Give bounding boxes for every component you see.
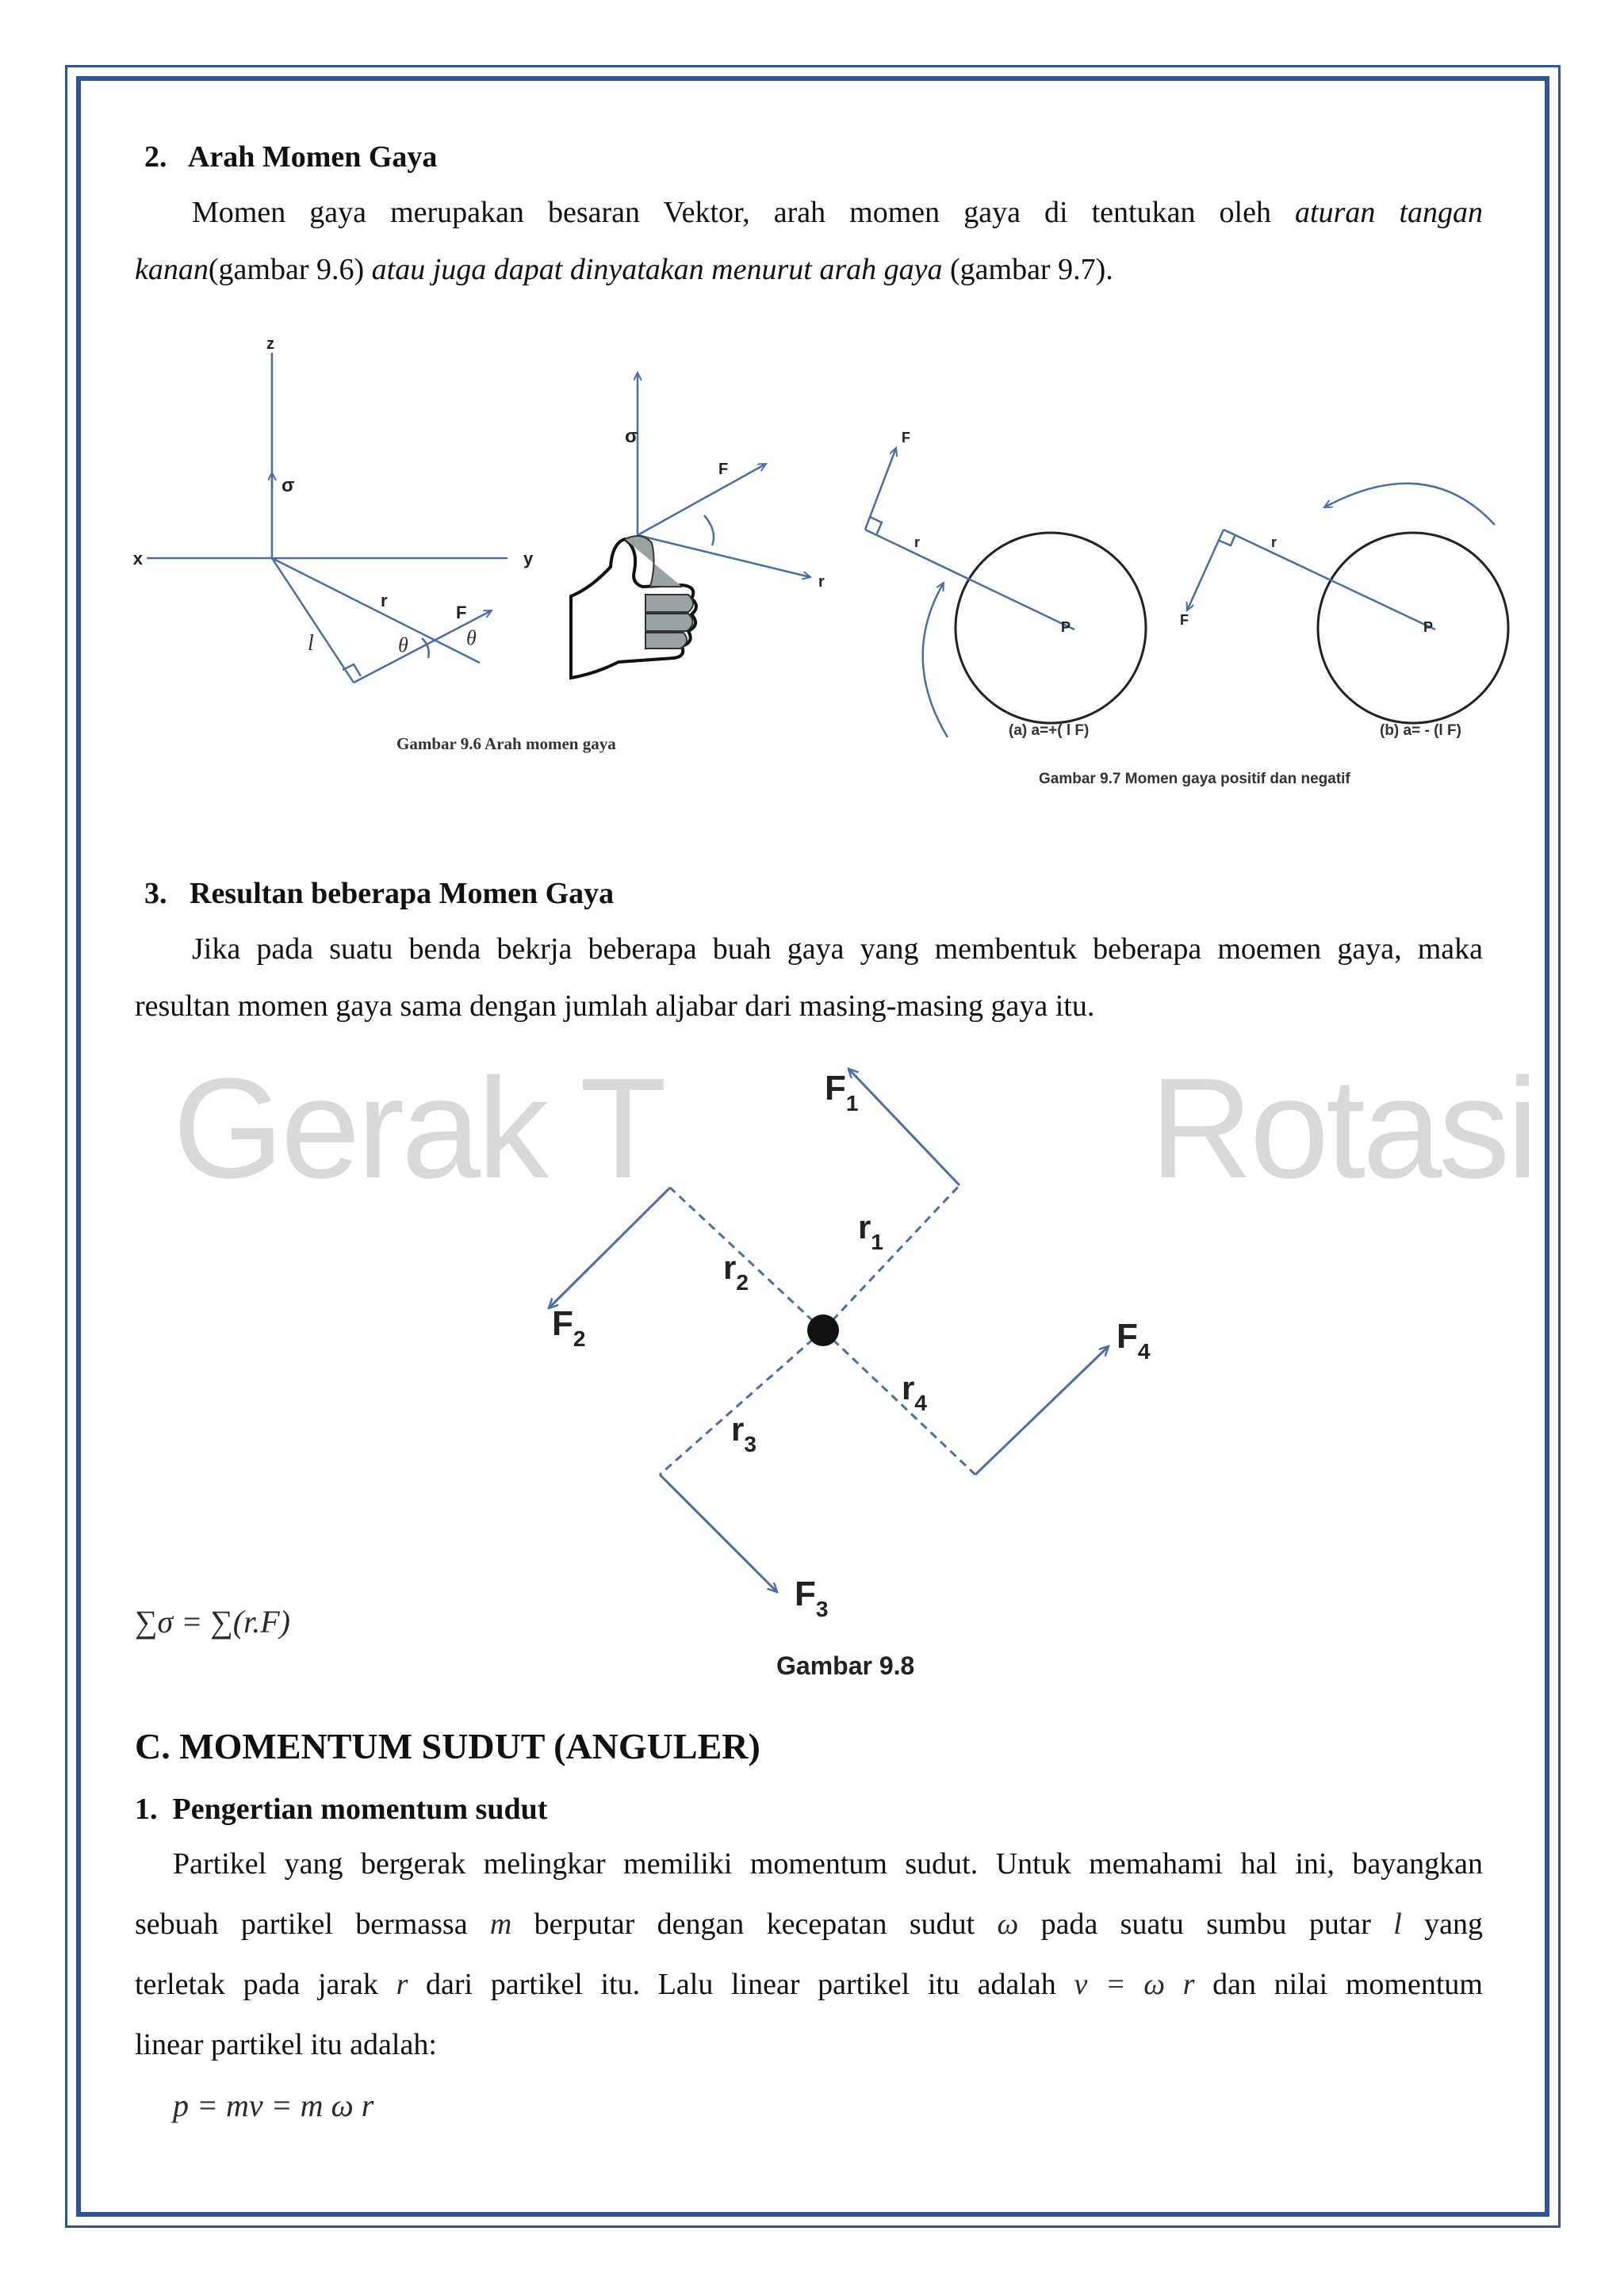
f-label-2: F xyxy=(718,461,729,478)
figure-9-7-a-r-label: r xyxy=(914,534,921,550)
z-axis-label: z xyxy=(266,335,274,353)
r-label: r xyxy=(381,591,388,610)
section-c-sub-number: 1. xyxy=(135,1793,158,1826)
r3-label: $r_3$ xyxy=(731,1410,756,1456)
section-2-line-2: kanan(gambar 9.6) atau juga dapat dinyatakan menurut arah gaya (gambar 9.7). xyxy=(135,253,1113,286)
section-3-line-2: resultan momen gaya sama dengan jumlah aljabar dari masing-masing gaya itu. xyxy=(135,989,1095,1023)
y-axis-label: y xyxy=(523,549,534,568)
r3-line xyxy=(660,1330,823,1475)
section-c-line-4: linear partikel itu adalah: xyxy=(135,2028,437,2061)
figure-9-7-b-p-label: P xyxy=(1423,619,1434,635)
figure-9-7-a-label: (a) a=+( l F) xyxy=(1009,722,1090,739)
section-c-sub-title: Pengertian momentum sudut xyxy=(172,1793,548,1826)
section-3-heading xyxy=(144,876,614,911)
figure-9-8-caption: Gambar 9.8 xyxy=(776,1651,915,1680)
l-label: l xyxy=(308,631,314,656)
thumbs-up-hand-icon xyxy=(571,536,696,678)
x-axis-label: x xyxy=(132,549,143,568)
section-c-subheading xyxy=(135,1792,547,1827)
f2-arrow xyxy=(549,1188,670,1308)
figure-9-7-a xyxy=(865,448,1146,737)
figure-9-7-b-r-label: r xyxy=(1271,534,1277,550)
section-2-paragraph xyxy=(135,184,1483,298)
f1-arrow xyxy=(848,1069,959,1185)
section-3-title: Resultan beberapa Momen Gaya xyxy=(190,877,615,910)
f-label: F xyxy=(456,603,467,622)
watermark-right: Rotasi xyxy=(1150,1049,1536,1208)
figure-9-8 xyxy=(476,1054,1189,1689)
figure-9-7-caption: Gambar 9.7 Momen gaya positif dan negatif xyxy=(1039,771,1350,787)
r1-label: $r_1$ xyxy=(858,1208,883,1254)
f3-arrow xyxy=(660,1475,777,1592)
section-c-line-2: sebuah partikel bermassa m berputar dengan kecepatan sudut ω pada suatu sumbu putar l yang xyxy=(135,1908,1483,1941)
section-3-number: 3. xyxy=(144,877,167,910)
r4-line xyxy=(823,1330,975,1475)
f1-label: $F_1$ xyxy=(825,1069,859,1115)
f4-label: $F_4$ xyxy=(1116,1317,1151,1364)
pivot-point xyxy=(807,1314,839,1346)
r4-label: $r_4$ xyxy=(902,1369,927,1415)
figure-9-7-a-f-label: F xyxy=(902,430,910,446)
section-c-line-3: terletak pada jarak r dari partikel itu. Lalu linear partikel itu adalah v = ω r dan nilai momentum xyxy=(135,1968,1483,2001)
section-2-heading xyxy=(144,140,437,174)
r1-line xyxy=(823,1185,959,1330)
figure-9-7-b-label: (b) a= - (l F) xyxy=(1380,722,1461,739)
f2-label: $F_2$ xyxy=(552,1304,586,1351)
figure-9-6-axes xyxy=(147,353,508,683)
sigma-label: σ xyxy=(282,475,295,496)
section-2-number: 2. xyxy=(144,140,167,174)
r2-label: $r_2$ xyxy=(723,1249,749,1295)
section-3-line-1: Jika pada suatu benda bekrja beberapa buah gaya yang membentuk beberapa moemen gaya, maka xyxy=(192,932,1483,966)
figure-9-7-b-f-label: F xyxy=(1180,612,1189,628)
section-c-paragraph xyxy=(135,1834,1483,2075)
section-3-paragraph xyxy=(135,920,1483,1035)
theta-label-2: θ xyxy=(466,626,477,649)
figure-9-7-b xyxy=(1187,484,1508,723)
sum-torque-formula: ∑σ = ∑(r.F) xyxy=(135,1604,290,1640)
momentum-formula: p = mv = m ω r xyxy=(173,2087,374,2123)
sigma-label-2: σ xyxy=(625,426,638,447)
f4-arrow xyxy=(975,1346,1109,1475)
r2-line xyxy=(670,1188,823,1330)
theta-label-1: θ xyxy=(398,633,408,656)
figure-9-6-caption: Gambar 9.6 Arah momen gaya xyxy=(396,734,616,753)
section-c-title: C. MOMENTUM SUDUT (ANGULER) xyxy=(135,1726,760,1766)
figure-9-6-9-7 xyxy=(127,325,1522,801)
figure-9-7-a-p-label: P xyxy=(1061,619,1071,635)
section-c-line-1: Partikel yang bergerak melingkar memiliki momentum sudut. Untuk memahami hal ini, bayangkan xyxy=(173,1847,1483,1881)
r-label-2: r xyxy=(818,573,825,591)
section-2-line-1: Momen gaya merupakan besaran Vektor, arah momen gaya di tentukan oleh aturan tangan xyxy=(192,196,1483,229)
watermark-left: Gerak T xyxy=(173,1049,664,1208)
f3-label: $F_3$ xyxy=(795,1575,829,1621)
section-2-title: Arah Momen Gaya xyxy=(187,140,438,174)
